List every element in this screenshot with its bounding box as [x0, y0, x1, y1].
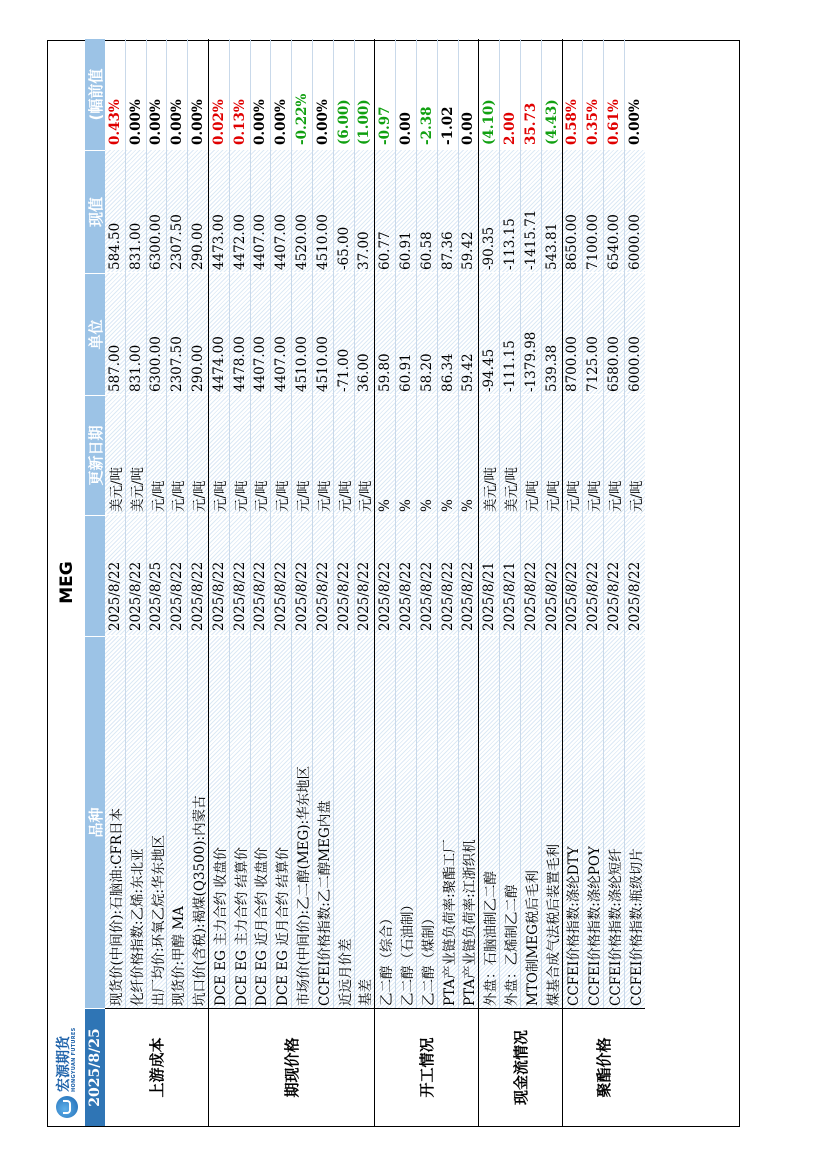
change-value: (4.10): [479, 39, 499, 150]
unit: 元/吨: [583, 395, 603, 515]
current-value: 4520.00: [292, 150, 312, 273]
current-value: 37.00: [355, 150, 375, 273]
current-value: 543.81: [542, 150, 562, 273]
update-date: 2025/8/22: [167, 515, 187, 636]
unit: 元/吨: [563, 395, 583, 515]
group-section: [208, 39, 374, 1126]
item-name: CCFEI价格指数:涤纶DTY: [563, 636, 583, 1008]
prev-value: 2307.50: [167, 273, 187, 395]
prev-value: 36.00: [355, 273, 375, 395]
unit: %: [459, 395, 479, 515]
change-value: -1.02: [438, 39, 458, 150]
table-row: [375, 39, 395, 1008]
table-row: [437, 39, 458, 1008]
update-date: 2025/8/22: [417, 515, 437, 636]
table-row: [624, 39, 645, 1008]
current-value: -65.00: [334, 150, 354, 273]
update-date: 2025/8/22: [355, 515, 375, 636]
update-date: 2025/8/21: [500, 515, 520, 636]
prev-value: -111.15: [500, 273, 520, 395]
prev-value: 59.80: [375, 273, 395, 395]
change-value: 0.00: [396, 39, 416, 150]
update-date: 2025/8/22: [563, 515, 583, 636]
unit: 元/吨: [147, 395, 167, 515]
group-section: [562, 39, 645, 1126]
change-value: (6.00): [334, 39, 354, 150]
current-value: 60.91: [396, 150, 416, 273]
item-name: 坑口价(含税):褐煤(Q3500):内蒙古: [188, 636, 208, 1008]
item-name: 现货价(中间价):石脑油:CFR日本: [105, 636, 125, 1008]
unit: 美元/吨: [105, 395, 125, 515]
table-row: [333, 39, 354, 1008]
item-name: MTO制MEG税后毛利: [521, 636, 541, 1008]
unit: 元/吨: [313, 395, 333, 515]
update-date: 2025/8/22: [271, 515, 291, 636]
unit: 美元/吨: [500, 395, 520, 515]
prev-value: 587.00: [105, 273, 125, 395]
update-date: 2025/8/22: [521, 515, 541, 636]
prev-value: -71.00: [334, 273, 354, 395]
table-row: [582, 39, 603, 1008]
group-label: 上游成本: [105, 1008, 208, 1126]
prev-value: 58.20: [417, 273, 437, 395]
item-name: 乙二醇（综合）: [375, 636, 395, 1008]
prev-value: 4474.00: [209, 273, 229, 395]
prev-value: 290.00: [188, 273, 208, 395]
item-name: 近远月价差: [334, 636, 354, 1008]
prev-value: 7125.00: [583, 273, 603, 395]
header-change: (幅前值: [86, 68, 105, 121]
update-date: 2025/8/22: [542, 515, 562, 636]
change-value: 0.43%: [105, 39, 125, 150]
table-row: [416, 39, 437, 1008]
table-row: [458, 39, 479, 1008]
current-value: -90.35: [479, 150, 499, 273]
update-date: 2025/8/22: [396, 515, 416, 636]
table-row: [354, 39, 375, 1008]
unit: 元/吨: [604, 395, 624, 515]
item-name: 外盘：乙烯制乙二醇: [500, 636, 520, 1008]
page-title: MEG: [56, 561, 77, 604]
group-label: 期现价格: [209, 1008, 374, 1126]
item-name: CCFEI价格指数:涤纶短纤: [604, 636, 624, 1008]
change-value: 0.61%: [604, 39, 624, 150]
current-value: 60.58: [417, 150, 437, 273]
item-name: 外盘：石脑油制乙二醇: [479, 636, 499, 1008]
current-value: 4407.00: [251, 150, 271, 273]
table-row: [479, 39, 499, 1008]
current-value: 7100.00: [583, 150, 603, 273]
table-row: [499, 39, 520, 1008]
unit: 元/吨: [542, 395, 562, 515]
change-value: 35.73: [521, 39, 541, 150]
logo-mark-icon: [56, 1096, 78, 1118]
unit: %: [375, 395, 395, 515]
unit: 元/吨: [355, 395, 375, 515]
group-label: 现金流情况: [479, 1008, 561, 1126]
table-header: [85, 39, 105, 1126]
current-value: 4473.00: [209, 150, 229, 273]
table-row: [520, 39, 541, 1008]
update-date: 2025/8/22: [438, 515, 458, 636]
item-name: DCE EG 近月合约 收盘价: [251, 636, 271, 1008]
change-value: 0.00%: [251, 39, 271, 150]
update-date: 2025/8/22: [375, 515, 395, 636]
table-row: [270, 39, 291, 1008]
item-name: 化纤价格指数:乙烯:东北亚: [126, 636, 146, 1008]
update-date: 2025/8/22: [209, 515, 229, 636]
item-name: CCFEI价格指数:乙二醇MEG内盘: [313, 636, 333, 1008]
table-row: [105, 39, 125, 1008]
table-body: [105, 39, 645, 1126]
update-date: 2025/8/22: [625, 515, 645, 636]
prev-value: 59.42: [459, 273, 479, 395]
prev-value: 60.91: [396, 273, 416, 395]
header-item: 品种: [85, 636, 105, 1008]
item-name: CCFEI价格指数:瓶级切片: [625, 636, 645, 1008]
update-date: 2025/8/22: [292, 515, 312, 636]
update-date: 2025/8/22: [334, 515, 354, 636]
update-date: 2025/8/22: [251, 515, 271, 636]
change-value: 0.00%: [147, 39, 167, 150]
update-date: 2025/8/22: [126, 515, 146, 636]
unit: %: [396, 395, 416, 515]
item-name: DCE EG 主力合约 结算价: [230, 636, 250, 1008]
table-row: [250, 39, 271, 1008]
table-row: [125, 39, 146, 1008]
table-row: [209, 39, 229, 1008]
group-section: [374, 39, 478, 1126]
current-value: 6540.00: [604, 150, 624, 273]
header-current-value: 现值: [85, 150, 105, 273]
prev-value: 4478.00: [230, 273, 250, 395]
update-date: 2025/8/25: [147, 515, 167, 636]
brand-subtitle: HONGYUAN FUTURES: [71, 1027, 77, 1092]
group-label: 开工情况: [375, 1008, 478, 1126]
change-value: 0.00%: [271, 39, 291, 150]
unit: 元/吨: [251, 395, 271, 515]
prev-value: 4407.00: [251, 273, 271, 395]
prev-value: 6580.00: [604, 273, 624, 395]
prev-value: 6300.00: [147, 273, 167, 395]
item-name: 现货价:甲醇 MA: [167, 636, 187, 1008]
update-date: 2025/8/22: [313, 515, 333, 636]
table-row: [395, 39, 416, 1008]
table-row: [187, 39, 208, 1008]
current-value: 59.42: [459, 150, 479, 273]
current-value: 831.00: [126, 150, 146, 273]
brand-logo: [56, 1027, 78, 1118]
change-value: 0.58%: [563, 39, 583, 150]
current-value: 60.77: [375, 150, 395, 273]
prev-value: -1379.98: [521, 273, 541, 395]
table-row: [603, 39, 624, 1008]
prev-value: 86.34: [438, 273, 458, 395]
prev-value: 4407.00: [271, 273, 291, 395]
item-name: 基差: [355, 636, 375, 1008]
brand-name: 宏源期货: [56, 1036, 72, 1092]
change-value: (4.43): [542, 39, 562, 150]
unit: %: [438, 395, 458, 515]
title-bar: [48, 39, 85, 1126]
header-prev-value: 单位: [85, 273, 105, 395]
item-name: DCE EG 主力合约 收盘价: [209, 636, 229, 1008]
current-value: 2307.50: [167, 150, 187, 273]
unit: 元/吨: [521, 395, 541, 515]
item-name: 乙二醇（煤制）: [417, 636, 437, 1008]
prev-value: 831.00: [126, 273, 146, 395]
change-value: 0.00%: [126, 39, 146, 150]
current-value: 290.00: [188, 150, 208, 273]
change-value: (1.00): [355, 39, 375, 150]
change-value: 0.00%: [188, 39, 208, 150]
prev-value: 4510.00: [292, 273, 312, 395]
change-value: 0.00: [459, 39, 479, 150]
current-value: 6300.00: [147, 150, 167, 273]
update-date: 2025/8/22: [604, 515, 624, 636]
group-label: 聚酯价格: [563, 1008, 645, 1126]
current-value: 4407.00: [271, 150, 291, 273]
unit: 美元/吨: [479, 395, 499, 515]
current-value: 87.36: [438, 150, 458, 273]
item-name: PTA产业链负荷率:江浙织机: [459, 636, 479, 1008]
change-value: -0.22%: [292, 39, 312, 150]
unit: 美元/吨: [126, 395, 146, 515]
item-name: 出厂均价:环氧乙烷:华东地区: [147, 636, 167, 1008]
current-value: 584.50: [105, 150, 125, 273]
item-name: PTA产业链负荷率:聚酯工厂: [438, 636, 458, 1008]
change-value: 0.00%: [313, 39, 333, 150]
unit: 元/吨: [625, 395, 645, 515]
current-value: 4510.00: [313, 150, 333, 273]
item-name: 煤基合成气法税后装置毛利: [542, 636, 562, 1008]
change-value: 0.00%: [167, 39, 187, 150]
item-name: 市场价(中间价):乙二醇(MEG):华东地区: [292, 636, 312, 1008]
header-date: 2025/8/25: [85, 1008, 105, 1126]
prev-value: -94.45: [479, 273, 499, 395]
current-value: 4472.00: [230, 150, 250, 273]
header-update-date: [85, 515, 105, 636]
current-value: -113.15: [500, 150, 520, 273]
unit: 元/吨: [230, 395, 250, 515]
unit: 元/吨: [209, 395, 229, 515]
table-row: [166, 39, 187, 1008]
change-value: 0.13%: [230, 39, 250, 150]
unit: 元/吨: [271, 395, 291, 515]
change-value: -2.38: [417, 39, 437, 150]
prev-value: 8700.00: [563, 273, 583, 395]
table-row: [563, 39, 583, 1008]
change-value: 0.35%: [583, 39, 603, 150]
current-value: -1415.71: [521, 150, 541, 273]
update-date: 2025/8/22: [105, 515, 125, 636]
item-name: DCE EG 近月合约 结算价: [271, 636, 291, 1008]
current-value: 6000.00: [625, 150, 645, 273]
update-date: 2025/8/22: [188, 515, 208, 636]
change-value: 2.00: [500, 39, 520, 150]
update-date: 2025/8/22: [583, 515, 603, 636]
header-unit: 更新日期: [85, 395, 105, 515]
table-row: [229, 39, 250, 1008]
update-date: 2025/8/21: [479, 515, 499, 636]
unit: %: [417, 395, 437, 515]
item-name: 乙二醇（石油制）: [396, 636, 416, 1008]
update-date: 2025/8/22: [459, 515, 479, 636]
unit: 元/吨: [334, 395, 354, 515]
table-row: [312, 39, 333, 1008]
current-value: 8650.00: [563, 150, 583, 273]
prev-value: 539.38: [542, 273, 562, 395]
table-row: [146, 39, 167, 1008]
prev-value: 4510.00: [313, 273, 333, 395]
table-row: [541, 39, 562, 1008]
unit: 元/吨: [188, 395, 208, 515]
prev-value: 6000.00: [625, 273, 645, 395]
change-value: 0.02%: [209, 39, 229, 150]
change-value: 0.00%: [625, 39, 645, 150]
group-section: [478, 39, 561, 1126]
group-section: [105, 39, 208, 1126]
change-value: -0.97: [375, 39, 395, 150]
update-date: 2025/8/22: [230, 515, 250, 636]
item-name: CCFEI价格指数:涤纶POY: [583, 636, 603, 1008]
unit: 元/吨: [167, 395, 187, 515]
table-row: [291, 39, 312, 1008]
unit: 元/吨: [292, 395, 312, 515]
rotated-table-sheet: [47, 40, 740, 1127]
